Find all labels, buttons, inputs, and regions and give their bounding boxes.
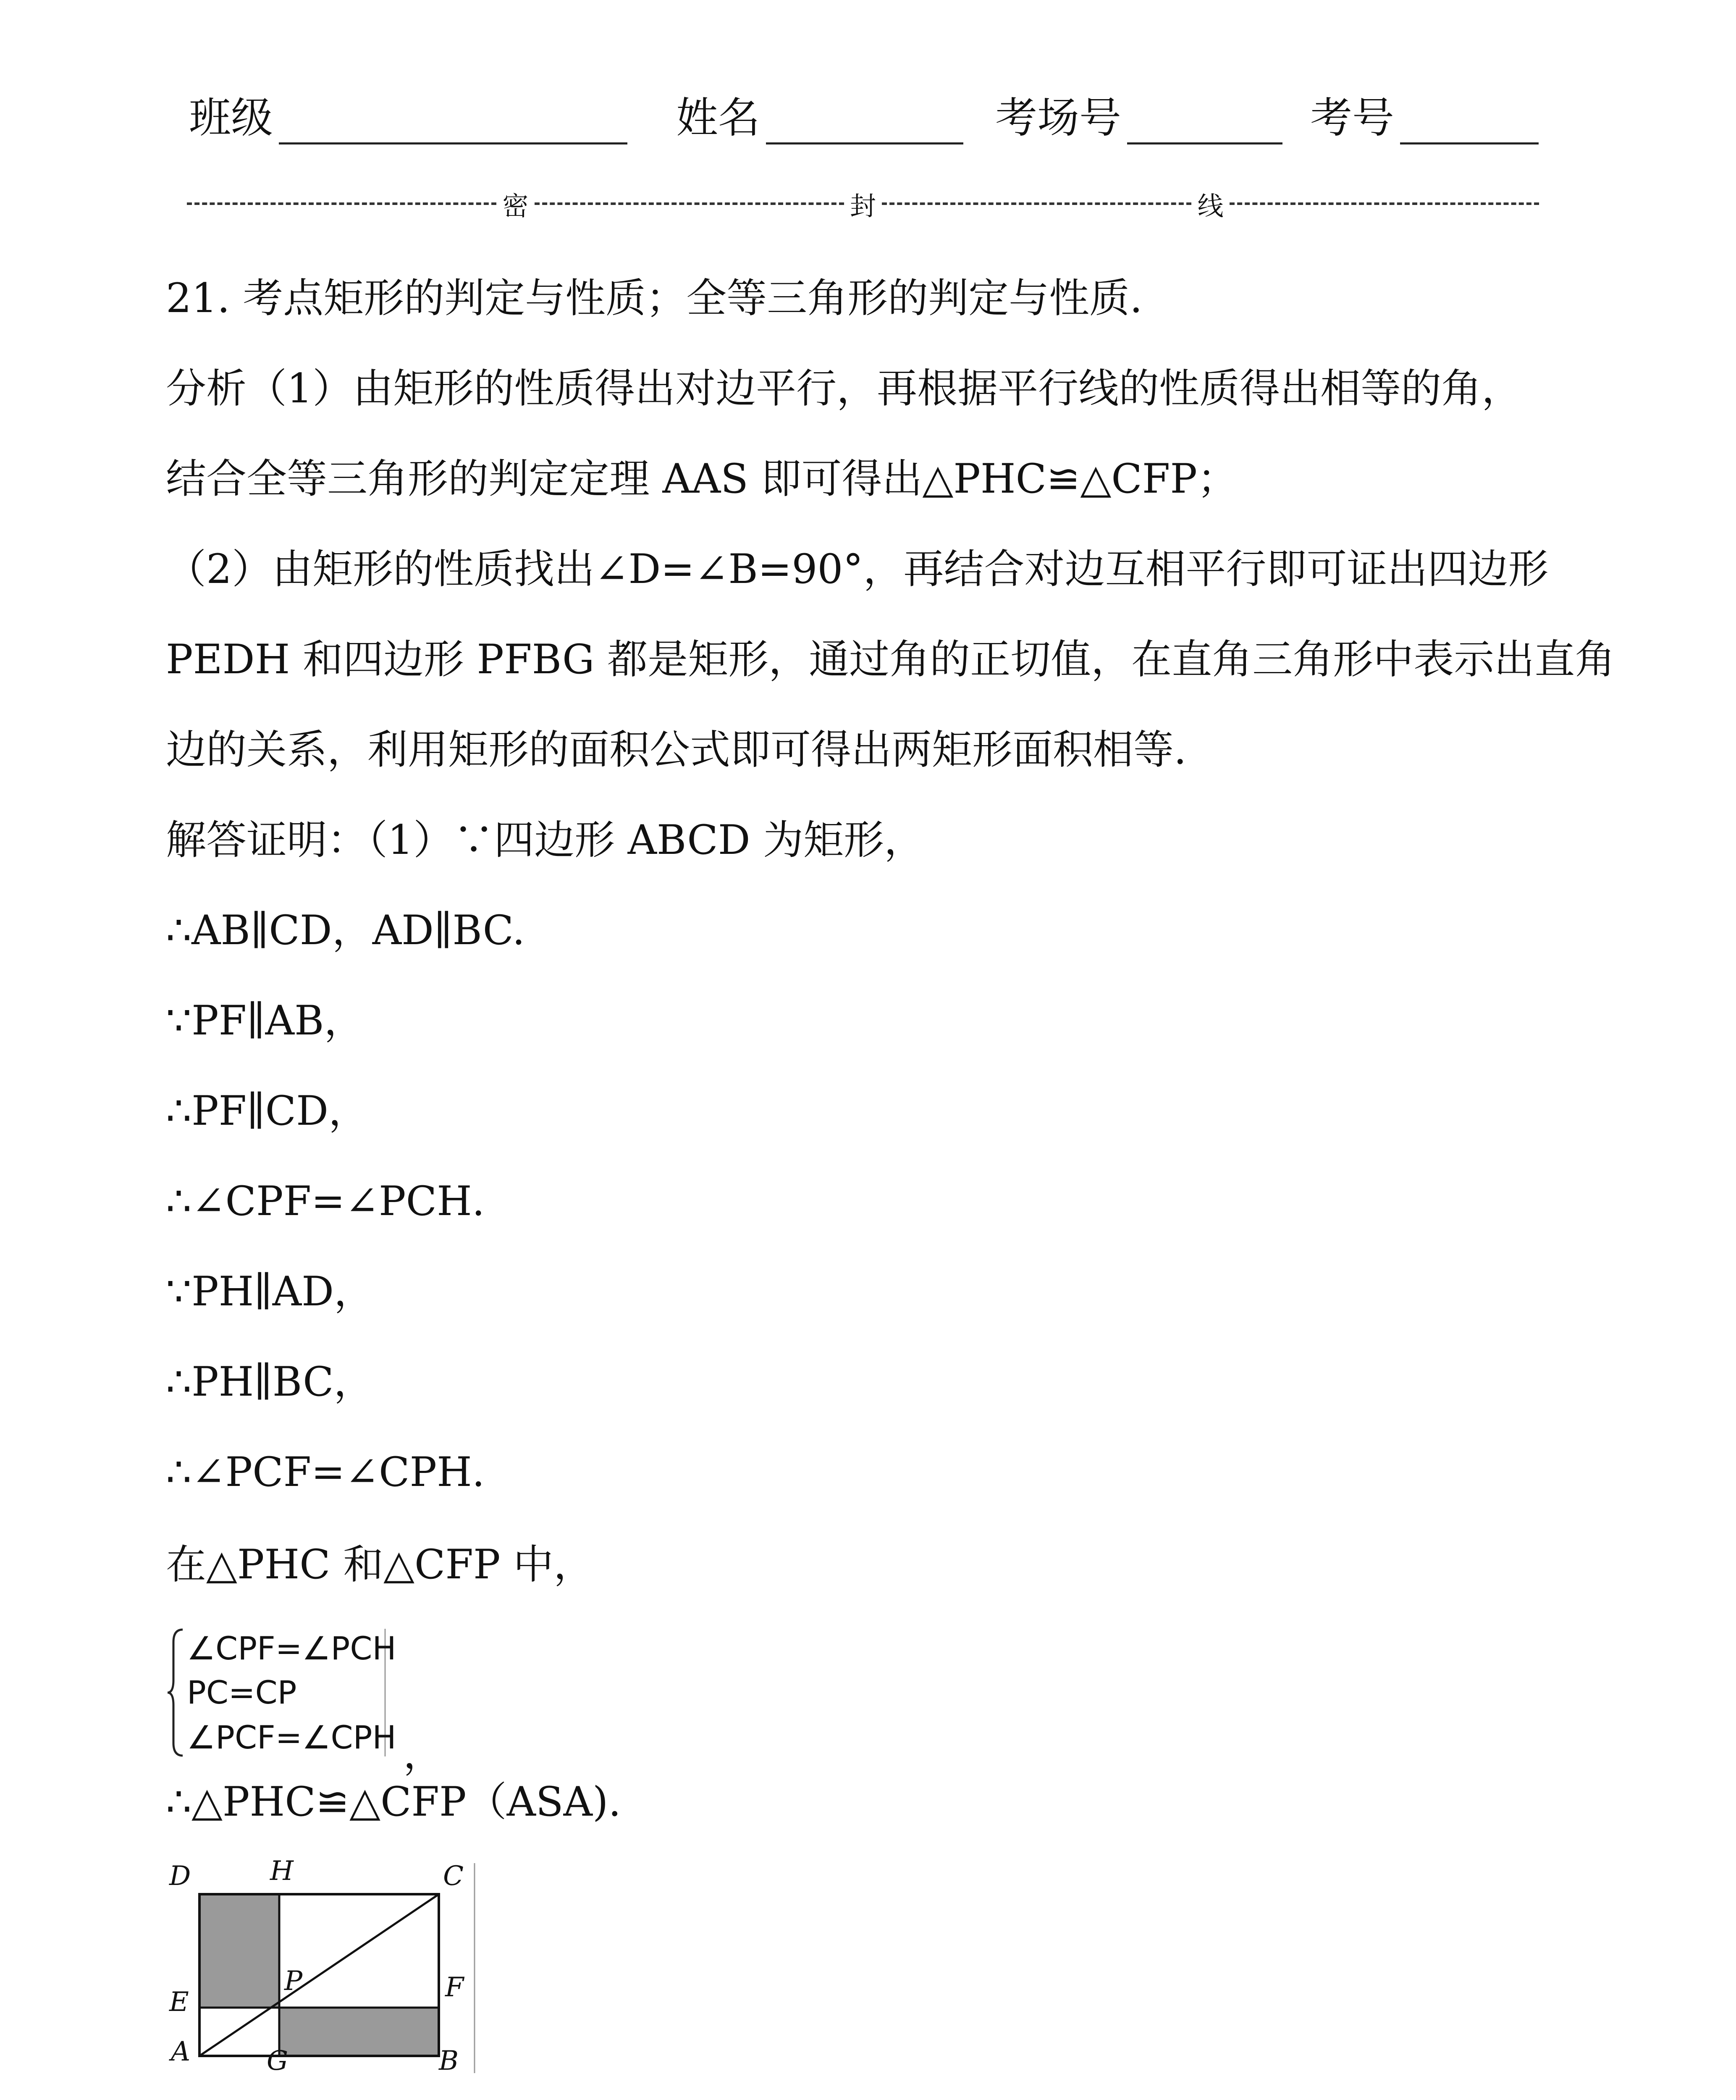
number-field: [1310, 84, 1539, 144]
label-D: D: [169, 1861, 191, 1892]
label-A: A: [171, 2036, 191, 2067]
text-line: 解答证明：（1）∵四边形 ABCD 为矩形，: [166, 816, 925, 864]
label-E: E: [169, 1987, 189, 2018]
text-line: PEDH 和四边形 PFBG 都是矩形，通过角的正切值，在直角三角形中表示出直角: [166, 636, 1615, 683]
label-P: P: [284, 1966, 303, 1997]
name-field: [676, 84, 963, 144]
seal-xian: 线: [1197, 190, 1224, 221]
seal-dash: [187, 202, 496, 205]
text-line: ∵PH∥AD，: [166, 1268, 375, 1315]
room-blank: [1127, 96, 1282, 144]
label-C: C: [443, 1861, 464, 1892]
rectangle-figure: [166, 1856, 477, 2076]
seal-dash: [882, 202, 1191, 205]
system-row: ∠CPF=∠PCH: [187, 1630, 396, 1667]
class-label: 班级: [189, 93, 273, 142]
text-line: ∴∠PCF=∠CPH.: [166, 1449, 485, 1496]
seal-line: [187, 185, 1539, 223]
class-field: [189, 84, 627, 144]
text-line: 21. 考点矩形的判定与性质；全等三角形的判定与性质.: [166, 275, 1143, 322]
room-field: [995, 84, 1282, 144]
class-blank: [279, 96, 627, 144]
text-line: 边的关系，利用矩形的面积公式即可得出两矩形面积相等.: [166, 726, 1187, 773]
equation-system: [166, 1625, 443, 1777]
seal-dash: [535, 202, 844, 205]
name-blank: [766, 96, 963, 144]
number-blank: [1400, 96, 1539, 144]
text-line: ∴AB∥CD，AD∥BC.: [166, 907, 525, 954]
label-G: G: [267, 2045, 288, 2076]
label-B: B: [439, 2045, 459, 2076]
system-row: PC=CP: [187, 1674, 297, 1711]
text-line: ∴PF∥CD，: [166, 1087, 369, 1134]
exam-header: [189, 84, 1554, 147]
text-line: （2）由矩形的性质找出∠D=∠B=90°，再结合对边互相平行即可证出四边形: [166, 546, 1549, 593]
text-line: ∴△PHC≌△CFP（ASA).: [166, 1778, 621, 1825]
system-comma: ，: [403, 1730, 443, 1777]
text-line: 在△PHC 和△CFP 中，: [166, 1541, 594, 1588]
system-row: ∠PCF=∠CPH: [187, 1719, 396, 1756]
room-label: 考场号: [995, 93, 1121, 142]
text-line: ∴∠CPF=∠PCH.: [166, 1178, 485, 1225]
number-label: 考号: [1310, 93, 1394, 142]
seal-feng: 封: [850, 190, 876, 221]
text-line: 结合全等三角形的判定定理 AAS 即可得出△PHC≌△CFP；: [166, 455, 1238, 502]
seal-mi: 密: [502, 190, 529, 221]
label-F: F: [445, 1972, 464, 2003]
text-line: 分析（1）由矩形的性质得出对边平行，再根据平行线的性质得出相等的角，: [166, 365, 1522, 412]
seal-dash: [1230, 202, 1539, 205]
name-label: 姓名: [676, 93, 760, 142]
label-H: H: [270, 1856, 294, 1887]
text-line: ∵PF∥AB，: [166, 997, 365, 1044]
figure-drawing: [166, 1861, 477, 2075]
text-line: ∴PH∥BC，: [166, 1358, 374, 1405]
